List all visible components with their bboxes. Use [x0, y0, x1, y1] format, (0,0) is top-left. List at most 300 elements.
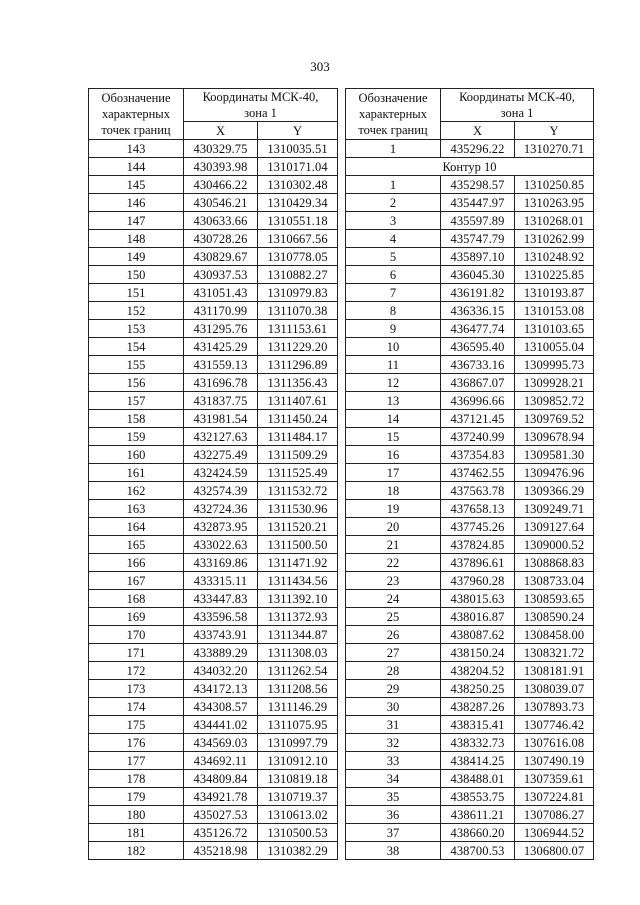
table-row — [346, 698, 594, 716]
x-coordinate-cell: 436477.74 — [441, 320, 515, 338]
x-coordinate-cell: 431051.43 — [184, 284, 258, 302]
contour-label: Контур 10 — [346, 158, 594, 176]
table-row — [346, 752, 594, 770]
y-coordinate-cell: 1310171.04 — [258, 158, 338, 176]
y-coordinate-cell: 1310103.65 — [515, 320, 594, 338]
table-row — [346, 212, 594, 230]
x-coordinate-cell: 433743.91 — [184, 626, 258, 644]
y-coordinate-cell: 1310248.92 — [515, 248, 594, 266]
y-coordinate-cell: 1309476.96 — [515, 464, 594, 482]
y-coordinate-cell: 1309000.52 — [515, 536, 594, 554]
table-row — [89, 320, 338, 338]
point-designation-header — [346, 89, 441, 140]
header-line: характерных — [102, 107, 170, 121]
y-coordinate-cell: 1310263.95 — [515, 194, 594, 212]
y-coordinate-cell: 1310268.01 — [515, 212, 594, 230]
point-number-cell: 28 — [346, 662, 441, 680]
y-coordinate-cell: 1310912.10 — [258, 752, 338, 770]
table-row — [89, 356, 338, 374]
y-coordinate-cell: 1306800.07 — [515, 842, 594, 860]
y-coordinate-cell: 1309127.64 — [515, 518, 594, 536]
point-number-cell: 29 — [346, 680, 441, 698]
x-coordinate-cell: 435218.98 — [184, 842, 258, 860]
y-coordinate-cell: 1309995.73 — [515, 356, 594, 374]
y-coordinate-cell: 1308039.07 — [515, 680, 594, 698]
table-row — [346, 410, 594, 428]
x-coordinate-cell: 434692.11 — [184, 752, 258, 770]
table-row — [346, 590, 594, 608]
coordinates-table-left — [88, 88, 338, 860]
x-coordinate-cell: 435126.72 — [184, 824, 258, 842]
contour-row — [346, 158, 594, 176]
point-number-cell: 37 — [346, 824, 441, 842]
point-number-cell: 172 — [89, 662, 184, 680]
y-column-header: Y — [515, 122, 594, 140]
point-number-cell: 14 — [346, 410, 441, 428]
point-number-cell: 25 — [346, 608, 441, 626]
x-coordinate-cell: 438553.75 — [441, 788, 515, 806]
y-coordinate-cell: 1309366.29 — [515, 482, 594, 500]
x-coordinate-cell: 436191.82 — [441, 284, 515, 302]
x-coordinate-cell: 433889.29 — [184, 644, 258, 662]
point-number-cell: 12 — [346, 374, 441, 392]
y-coordinate-cell: 1311296.89 — [258, 356, 338, 374]
y-coordinate-cell: 1308458.00 — [515, 626, 594, 644]
point-number-cell: 13 — [346, 392, 441, 410]
x-coordinate-cell: 438660.20 — [441, 824, 515, 842]
x-coordinate-cell: 438611.21 — [441, 806, 515, 824]
x-coordinate-cell: 437462.55 — [441, 464, 515, 482]
point-number-cell: 169 — [89, 608, 184, 626]
x-coordinate-cell: 437354.83 — [441, 446, 515, 464]
table-row — [346, 428, 594, 446]
x-coordinate-cell: 437896.61 — [441, 554, 515, 572]
x-coordinate-cell: 435897.10 — [441, 248, 515, 266]
table-row — [89, 374, 338, 392]
table-row — [89, 338, 338, 356]
table-row — [89, 302, 338, 320]
x-coordinate-cell: 438287.26 — [441, 698, 515, 716]
point-number-cell: 27 — [346, 644, 441, 662]
y-coordinate-cell: 1310193.87 — [515, 284, 594, 302]
point-number-cell: 159 — [89, 428, 184, 446]
table-row — [346, 176, 594, 194]
table-body-right — [346, 140, 594, 860]
x-coordinate-cell: 438488.01 — [441, 770, 515, 788]
table-row — [89, 518, 338, 536]
x-coordinate-cell: 432574.39 — [184, 482, 258, 500]
y-coordinate-cell: 1307893.73 — [515, 698, 594, 716]
point-number-cell: 2 — [346, 194, 441, 212]
table-row — [89, 464, 338, 482]
y-coordinate-cell: 1310429.34 — [258, 194, 338, 212]
point-number-cell: 152 — [89, 302, 184, 320]
table-row — [89, 158, 338, 176]
point-number-cell: 158 — [89, 410, 184, 428]
y-coordinate-cell: 1308590.24 — [515, 608, 594, 626]
table-row — [89, 716, 338, 734]
point-number-cell: 31 — [346, 716, 441, 734]
y-coordinate-cell: 1311450.24 — [258, 410, 338, 428]
point-number-cell: 36 — [346, 806, 441, 824]
point-number-cell: 16 — [346, 446, 441, 464]
point-number-cell: 147 — [89, 212, 184, 230]
point-number-cell: 9 — [346, 320, 441, 338]
y-coordinate-cell: 1310270.71 — [515, 140, 594, 158]
point-number-cell: 153 — [89, 320, 184, 338]
table-row — [89, 176, 338, 194]
y-coordinate-cell: 1310500.53 — [258, 824, 338, 842]
y-coordinate-cell: 1307086.27 — [515, 806, 594, 824]
y-coordinate-cell: 1307359.61 — [515, 770, 594, 788]
y-coordinate-cell: 1307490.19 — [515, 752, 594, 770]
x-coordinate-cell: 435298.57 — [441, 176, 515, 194]
x-coordinate-cell: 438016.87 — [441, 608, 515, 626]
y-coordinate-cell: 1311520.21 — [258, 518, 338, 536]
y-coordinate-cell: 1310225.85 — [515, 266, 594, 284]
table-row — [89, 392, 338, 410]
table-row — [346, 266, 594, 284]
table-row — [346, 194, 594, 212]
point-number-cell: 22 — [346, 554, 441, 572]
y-coordinate-cell: 1311392.10 — [258, 590, 338, 608]
point-number-cell: 163 — [89, 500, 184, 518]
x-coordinate-cell: 431425.29 — [184, 338, 258, 356]
point-number-cell: 181 — [89, 824, 184, 842]
y-coordinate-cell: 1311372.93 — [258, 608, 338, 626]
x-coordinate-cell: 438332.73 — [441, 734, 515, 752]
y-coordinate-cell: 1309581.30 — [515, 446, 594, 464]
table-row — [89, 626, 338, 644]
point-number-cell: 157 — [89, 392, 184, 410]
point-number-cell: 24 — [346, 590, 441, 608]
x-coordinate-cell: 430829.67 — [184, 248, 258, 266]
y-coordinate-cell: 1311070.38 — [258, 302, 338, 320]
x-column-header: X — [441, 122, 515, 140]
y-coordinate-cell: 1310551.18 — [258, 212, 338, 230]
y-coordinate-cell: 1311308.03 — [258, 644, 338, 662]
x-column-header: X — [184, 122, 258, 140]
table-row — [346, 392, 594, 410]
table-row — [346, 842, 594, 860]
x-coordinate-cell: 430329.75 — [184, 140, 258, 158]
point-number-cell: 3 — [346, 212, 441, 230]
table-row — [89, 698, 338, 716]
point-number-cell: 166 — [89, 554, 184, 572]
table-body-left — [89, 140, 338, 860]
y-coordinate-cell: 1310819.18 — [258, 770, 338, 788]
y-coordinate-cell: 1310997.79 — [258, 734, 338, 752]
x-coordinate-cell: 430393.98 — [184, 158, 258, 176]
table-row — [89, 284, 338, 302]
y-coordinate-cell: 1311146.29 — [258, 698, 338, 716]
x-coordinate-cell: 430466.22 — [184, 176, 258, 194]
x-coordinate-cell: 432424.59 — [184, 464, 258, 482]
point-number-cell: 21 — [346, 536, 441, 554]
table-row — [89, 770, 338, 788]
coordinates-header — [184, 89, 338, 122]
y-coordinate-cell: 1311153.61 — [258, 320, 338, 338]
x-coordinate-cell: 433022.63 — [184, 536, 258, 554]
x-coordinate-cell: 434032.20 — [184, 662, 258, 680]
point-number-cell: 167 — [89, 572, 184, 590]
point-number-cell: 10 — [346, 338, 441, 356]
y-coordinate-cell: 1310979.83 — [258, 284, 338, 302]
point-number-cell: 155 — [89, 356, 184, 374]
coordinates-header — [441, 89, 594, 122]
y-coordinate-cell: 1308181.91 — [515, 662, 594, 680]
y-coordinate-cell: 1306944.52 — [515, 824, 594, 842]
point-number-cell: 34 — [346, 770, 441, 788]
table-row — [89, 734, 338, 752]
point-number-cell: 177 — [89, 752, 184, 770]
point-number-cell: 170 — [89, 626, 184, 644]
x-coordinate-cell: 430937.53 — [184, 266, 258, 284]
point-number-cell: 151 — [89, 284, 184, 302]
header-line: зона 1 — [244, 106, 277, 120]
y-coordinate-cell: 1311525.49 — [258, 464, 338, 482]
y-coordinate-cell: 1311075.95 — [258, 716, 338, 734]
point-number-cell: 19 — [346, 500, 441, 518]
x-coordinate-cell: 437960.28 — [441, 572, 515, 590]
point-number-cell: 162 — [89, 482, 184, 500]
x-coordinate-cell: 436733.16 — [441, 356, 515, 374]
x-coordinate-cell: 433447.83 — [184, 590, 258, 608]
point-number-cell: 173 — [89, 680, 184, 698]
y-coordinate-cell: 1310153.08 — [515, 302, 594, 320]
x-coordinate-cell: 435296.22 — [441, 140, 515, 158]
y-coordinate-cell: 1311434.56 — [258, 572, 338, 590]
y-coordinate-cell: 1311229.20 — [258, 338, 338, 356]
y-coordinate-cell: 1310035.51 — [258, 140, 338, 158]
x-coordinate-cell: 434441.02 — [184, 716, 258, 734]
y-coordinate-cell: 1311532.72 — [258, 482, 338, 500]
y-coordinate-cell: 1311530.96 — [258, 500, 338, 518]
x-coordinate-cell: 438204.52 — [441, 662, 515, 680]
x-coordinate-cell: 431295.76 — [184, 320, 258, 338]
y-coordinate-cell: 1308321.72 — [515, 644, 594, 662]
point-number-cell: 11 — [346, 356, 441, 374]
point-number-cell: 154 — [89, 338, 184, 356]
x-coordinate-cell: 438414.25 — [441, 752, 515, 770]
point-number-cell: 148 — [89, 230, 184, 248]
point-number-cell: 150 — [89, 266, 184, 284]
y-coordinate-cell: 1310250.85 — [515, 176, 594, 194]
y-coordinate-cell: 1309928.21 — [515, 374, 594, 392]
header-line: Координаты МСК-40, — [459, 90, 575, 104]
point-number-cell: 182 — [89, 842, 184, 860]
point-number-cell: 23 — [346, 572, 441, 590]
x-coordinate-cell: 435597.89 — [441, 212, 515, 230]
y-coordinate-cell: 1310882.27 — [258, 266, 338, 284]
y-coordinate-cell: 1308868.83 — [515, 554, 594, 572]
x-coordinate-cell: 432724.36 — [184, 500, 258, 518]
x-coordinate-cell: 432873.95 — [184, 518, 258, 536]
x-coordinate-cell: 434921.78 — [184, 788, 258, 806]
table-row — [346, 626, 594, 644]
y-coordinate-cell: 1310613.02 — [258, 806, 338, 824]
x-coordinate-cell: 435747.79 — [441, 230, 515, 248]
table-row — [89, 482, 338, 500]
table-row — [89, 410, 338, 428]
table-row — [346, 140, 594, 158]
table-row — [346, 374, 594, 392]
table-row — [89, 662, 338, 680]
x-coordinate-cell: 436595.40 — [441, 338, 515, 356]
header-line: точек границ — [101, 123, 171, 137]
table-row — [346, 482, 594, 500]
x-coordinate-cell: 435027.53 — [184, 806, 258, 824]
table-row — [89, 428, 338, 446]
table-row — [346, 554, 594, 572]
x-coordinate-cell: 432127.63 — [184, 428, 258, 446]
x-coordinate-cell: 437824.85 — [441, 536, 515, 554]
table-row — [89, 644, 338, 662]
y-coordinate-cell: 1310302.48 — [258, 176, 338, 194]
x-coordinate-cell: 437240.99 — [441, 428, 515, 446]
y-coordinate-cell: 1311500.50 — [258, 536, 338, 554]
table-row — [89, 572, 338, 590]
x-coordinate-cell: 431696.78 — [184, 374, 258, 392]
x-coordinate-cell: 431559.13 — [184, 356, 258, 374]
x-coordinate-cell: 435447.97 — [441, 194, 515, 212]
point-number-cell: 180 — [89, 806, 184, 824]
x-coordinate-cell: 433169.86 — [184, 554, 258, 572]
x-coordinate-cell: 430633.66 — [184, 212, 258, 230]
table-row — [346, 320, 594, 338]
point-number-cell: 171 — [89, 644, 184, 662]
point-number-cell: 145 — [89, 176, 184, 194]
point-number-cell: 144 — [89, 158, 184, 176]
table-row — [346, 518, 594, 536]
table-row — [89, 806, 338, 824]
point-number-cell: 156 — [89, 374, 184, 392]
point-number-cell: 168 — [89, 590, 184, 608]
x-coordinate-cell: 436996.66 — [441, 392, 515, 410]
table-row — [346, 716, 594, 734]
x-coordinate-cell: 430728.26 — [184, 230, 258, 248]
table-row — [346, 284, 594, 302]
table-row — [346, 644, 594, 662]
x-coordinate-cell: 436867.07 — [441, 374, 515, 392]
table-row — [346, 608, 594, 626]
point-number-cell: 164 — [89, 518, 184, 536]
x-coordinate-cell: 438700.53 — [441, 842, 515, 860]
x-coordinate-cell: 438315.41 — [441, 716, 515, 734]
table-row — [346, 464, 594, 482]
table-row — [89, 554, 338, 572]
point-number-cell: 146 — [89, 194, 184, 212]
x-coordinate-cell: 434809.84 — [184, 770, 258, 788]
table-row — [346, 302, 594, 320]
x-coordinate-cell: 438250.25 — [441, 680, 515, 698]
table-row — [89, 590, 338, 608]
table-row — [89, 680, 338, 698]
x-coordinate-cell: 438150.24 — [441, 644, 515, 662]
page-number: 303 — [310, 59, 330, 74]
y-coordinate-cell: 1307224.81 — [515, 788, 594, 806]
y-coordinate-cell: 1310055.04 — [515, 338, 594, 356]
y-coordinate-cell: 1311484.17 — [258, 428, 338, 446]
x-coordinate-cell: 437121.45 — [441, 410, 515, 428]
table-row — [346, 446, 594, 464]
point-designation-header — [89, 89, 184, 140]
table-row — [346, 734, 594, 752]
x-coordinate-cell: 437745.26 — [441, 518, 515, 536]
point-number-cell: 161 — [89, 464, 184, 482]
table-row — [89, 500, 338, 518]
point-number-cell: 7 — [346, 284, 441, 302]
point-number-cell: 5 — [346, 248, 441, 266]
table-row — [89, 248, 338, 266]
x-coordinate-cell: 434172.13 — [184, 680, 258, 698]
y-coordinate-cell: 1309249.71 — [515, 500, 594, 518]
y-coordinate-cell: 1311509.29 — [258, 446, 338, 464]
table-row — [346, 500, 594, 518]
table-row — [346, 770, 594, 788]
point-number-cell: 179 — [89, 788, 184, 806]
table-row — [89, 824, 338, 842]
point-number-cell: 143 — [89, 140, 184, 158]
table-row — [89, 194, 338, 212]
table-row — [89, 212, 338, 230]
table-row — [346, 824, 594, 842]
point-number-cell: 17 — [346, 464, 441, 482]
table-row — [346, 248, 594, 266]
coordinates-table-right — [345, 88, 594, 860]
y-coordinate-cell: 1311344.87 — [258, 626, 338, 644]
point-number-cell: 6 — [346, 266, 441, 284]
y-coordinate-cell: 1311407.61 — [258, 392, 338, 410]
y-coordinate-cell: 1308733.04 — [515, 572, 594, 590]
point-number-cell: 32 — [346, 734, 441, 752]
y-coordinate-cell: 1311262.54 — [258, 662, 338, 680]
point-number-cell: 175 — [89, 716, 184, 734]
x-coordinate-cell: 431170.99 — [184, 302, 258, 320]
x-coordinate-cell: 437658.13 — [441, 500, 515, 518]
table-row — [89, 842, 338, 860]
header-line: зона 1 — [500, 106, 534, 120]
point-number-cell: 18 — [346, 482, 441, 500]
table-row — [89, 140, 338, 158]
x-coordinate-cell: 431981.54 — [184, 410, 258, 428]
point-number-cell: 15 — [346, 428, 441, 446]
table-row — [89, 446, 338, 464]
x-coordinate-cell: 432275.49 — [184, 446, 258, 464]
x-coordinate-cell: 434308.57 — [184, 698, 258, 716]
y-coordinate-cell: 1310719.37 — [258, 788, 338, 806]
y-column-header: Y — [258, 122, 338, 140]
x-coordinate-cell: 430546.21 — [184, 194, 258, 212]
x-coordinate-cell: 431837.75 — [184, 392, 258, 410]
x-coordinate-cell: 433315.11 — [184, 572, 258, 590]
point-number-cell: 26 — [346, 626, 441, 644]
y-coordinate-cell: 1309852.72 — [515, 392, 594, 410]
header-line: Обозначение — [101, 91, 171, 105]
y-coordinate-cell: 1311356.43 — [258, 374, 338, 392]
table-row — [89, 608, 338, 626]
point-number-cell: 33 — [346, 752, 441, 770]
table-row — [346, 338, 594, 356]
y-coordinate-cell: 1308593.65 — [515, 590, 594, 608]
header-line: Координаты МСК-40, — [202, 90, 319, 104]
y-coordinate-cell: 1307746.42 — [515, 716, 594, 734]
y-coordinate-cell: 1311208.56 — [258, 680, 338, 698]
point-number-cell: 35 — [346, 788, 441, 806]
point-number-cell: 20 — [346, 518, 441, 536]
point-number-cell: 30 — [346, 698, 441, 716]
x-coordinate-cell: 438087.62 — [441, 626, 515, 644]
